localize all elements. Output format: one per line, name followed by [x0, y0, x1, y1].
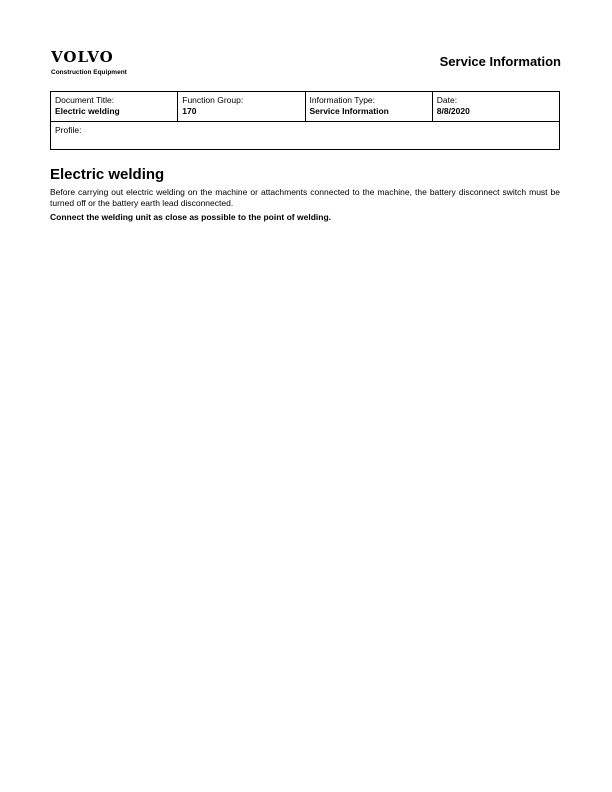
function-group-value: 170	[182, 106, 197, 116]
information-type-cell	[306, 92, 433, 121]
profile-label: Profile:	[55, 125, 82, 135]
profile-row	[51, 122, 559, 149]
volvo-logo: VOLVO	[51, 48, 114, 66]
function-group-cell	[178, 92, 305, 121]
information-type-label: Information Type:	[309, 95, 376, 105]
bold-note: Connect the welding unit as close as possible to the point of welding.	[50, 212, 331, 222]
date-cell	[433, 92, 559, 121]
body-paragraph: Before carrying out electric welding on the machine or attachments connected to the machine, the battery disconnect switch must be turned off or the battery earth lead disconnected.	[50, 187, 560, 208]
function-group-label: Function Group:	[182, 95, 244, 105]
brand-subtitle: Construction Equipment	[51, 69, 127, 76]
document-metadata-table	[50, 91, 560, 150]
document-title-cell	[51, 92, 178, 121]
document-title-value: Electric welding	[55, 106, 120, 116]
date-label: Date:	[436, 95, 458, 105]
information-type-value: Service Information	[309, 106, 389, 116]
brand-logo-block	[51, 50, 141, 77]
metadata-row	[51, 92, 559, 122]
page-header-title: Service Information	[439, 54, 561, 69]
section-heading: Electric welding	[50, 166, 165, 183]
date-value: 8/8/2020	[436, 106, 470, 116]
document-title-label: Document Title:	[55, 95, 115, 105]
